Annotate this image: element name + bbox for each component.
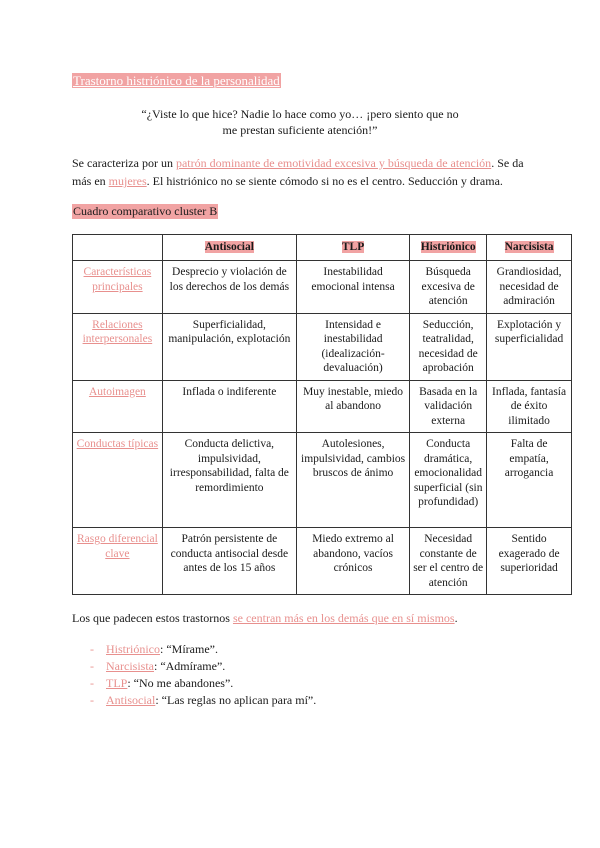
table-cell: Intensidad e inestabilidad (idealización-devaluación) xyxy=(296,313,409,380)
intro-paragraph xyxy=(72,154,532,190)
list-item: - TLP: “No me abandones”. xyxy=(90,676,234,690)
table-cell: Explotación y superficialidad xyxy=(487,313,572,380)
table-cell: Autolesiones, impulsividad, cambios bruscos de ánimo xyxy=(296,433,409,528)
disorder-list xyxy=(90,641,316,709)
table-cell: Seducción, teatralidad, necesidad de aprobación xyxy=(410,313,487,380)
table-cell: Conducta dramática, emocionalidad superficial (sin profundidad) xyxy=(410,433,487,528)
intro-link-pattern[interactable]: patrón dominante de emotividad excesiva y búsqueda de atención xyxy=(175,156,492,170)
list-item-link[interactable]: Narcisista xyxy=(106,659,154,673)
list-item: - Antisocial: “Las reglas no aplican para mí”. xyxy=(90,693,317,707)
quote xyxy=(72,106,528,138)
table-row xyxy=(73,261,572,314)
table-cell: Búsqueda excesiva de atención xyxy=(410,261,487,314)
header-histrionico: Histriónico xyxy=(410,235,487,261)
dash-bullet: - xyxy=(90,642,94,656)
table-cell: Grandiosidad, necesidad de admiración xyxy=(487,261,572,314)
table-cell: Conducta delictiva, impulsividad, irresponsabilidad, falta de remordimiento xyxy=(162,433,296,528)
intro-text-2: . Se da más en xyxy=(72,156,524,188)
header-antisocial: Antisocial xyxy=(162,235,296,261)
table-cell: Superficialidad, manipulación, explotación xyxy=(162,313,296,380)
summary-link[interactable]: se centran más en los demás que en sí mismos xyxy=(232,611,455,625)
table-cell: Muy inestable, miedo al abandono xyxy=(296,380,409,433)
dash-bullet: - xyxy=(90,693,94,707)
header-tlp: TLP xyxy=(296,235,409,261)
intro-link-women[interactable]: mujeres xyxy=(108,174,147,188)
row-label[interactable]: Conductas típicas xyxy=(73,433,163,528)
quote-line-1: “¿Viste lo que hice? Nadie lo hace como yo… ¡pero siento que no xyxy=(141,107,459,121)
quote-line-2: me prestan suficiente atención!” xyxy=(222,123,378,137)
table-header-row xyxy=(73,235,572,261)
table-cell: Sentido exagerado de superioridad xyxy=(487,528,572,595)
list-item-link[interactable]: TLP xyxy=(106,676,128,690)
table-cell: Inflada, fantasía de éxito ilimitado xyxy=(487,380,572,433)
table-row xyxy=(73,313,572,380)
table-title: Cuadro comparativo cluster B xyxy=(73,204,218,218)
table-cell: Necesidad constante de ser el centro de atención xyxy=(410,528,487,595)
intro-text-3: . El histriónico no se siente cómodo si no es el centro. Seducción y drama. xyxy=(146,174,503,188)
list-item-link[interactable]: Antisocial xyxy=(106,693,156,707)
table-cell: Falta de empatía, arrogancia xyxy=(487,433,572,528)
row-label[interactable]: Autoimagen xyxy=(73,380,163,433)
summary-text-2: . xyxy=(454,611,458,625)
table-cell: Miedo extremo al abandono, vacíos crónicos xyxy=(296,528,409,595)
table-cell: Basada en la validación externa xyxy=(410,380,487,433)
list-item: - Histriónico: “Mírame”. xyxy=(90,642,218,656)
table-cell: Desprecio y violación de los derechos de los demás xyxy=(162,261,296,314)
row-label[interactable]: Relaciones interpersonales xyxy=(73,313,163,380)
page-title: Trastorno histriónico de la personalidad xyxy=(73,73,280,88)
summary-paragraph xyxy=(72,611,458,626)
table-row xyxy=(73,433,572,528)
table-cell: Inflada o indiferente xyxy=(162,380,296,433)
dash-bullet: - xyxy=(90,676,94,690)
list-item-link[interactable]: Histriónico xyxy=(106,642,160,656)
intro-text-1: Se caracteriza por un xyxy=(72,156,176,170)
summary-text-1: Los que padecen estos trastornos xyxy=(72,611,233,625)
row-label[interactable]: Características principales xyxy=(73,261,163,314)
table-cell: Inestabilidad emocional intensa xyxy=(296,261,409,314)
list-item: - Narcisista: “Admírame”. xyxy=(90,659,226,673)
table-row xyxy=(73,380,572,433)
dash-bullet: - xyxy=(90,659,94,673)
comparison-table xyxy=(72,234,572,595)
header-empty xyxy=(73,235,163,261)
table-cell: Patrón persistente de conducta antisocial desde antes de los 15 años xyxy=(162,528,296,595)
table-row xyxy=(73,528,572,595)
row-label[interactable]: Rasgo diferencial clave xyxy=(73,528,163,595)
header-narcisista: Narcisista xyxy=(487,235,572,261)
